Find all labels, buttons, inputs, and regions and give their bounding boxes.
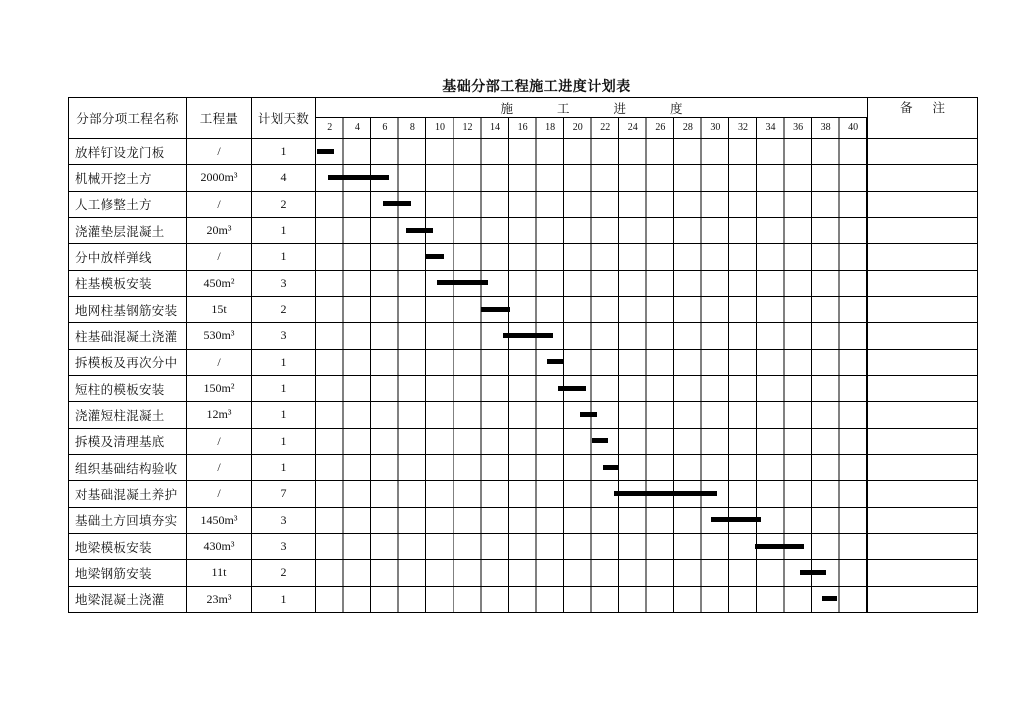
task-planned-days: 3 — [252, 271, 316, 296]
table-row — [69, 375, 977, 401]
task-timeline — [316, 534, 868, 559]
task-remark — [868, 218, 977, 243]
gantt-bar — [426, 254, 444, 259]
task-planned-days: 3 — [252, 534, 316, 559]
timeline-tick: 6 — [382, 122, 388, 133]
task-timeline — [316, 350, 868, 375]
task-quantity: / — [187, 429, 252, 454]
task-name: 地梁钢筋安装 — [69, 560, 187, 585]
task-quantity: 23m³ — [187, 587, 252, 612]
task-name: 基础土方回填夯实 — [69, 508, 187, 533]
task-timeline — [316, 139, 868, 164]
table-row — [69, 322, 977, 348]
task-quantity: 2000m³ — [187, 165, 252, 190]
table-row — [69, 164, 977, 190]
task-remark — [868, 455, 977, 480]
task-quantity: 150m² — [187, 376, 252, 401]
timeline-tick: 12 — [462, 122, 473, 133]
task-name: 对基础混凝土养护 — [69, 481, 187, 506]
gantt-bar — [822, 596, 837, 601]
task-timeline — [316, 376, 868, 401]
task-quantity: / — [187, 455, 252, 480]
timeline-tick: 38 — [820, 122, 831, 133]
header-task-name: 分部分项工程名称 — [69, 98, 187, 138]
gantt-bar — [580, 412, 597, 417]
task-timeline — [316, 271, 868, 296]
table-row — [69, 401, 977, 427]
timeline-tick: 36 — [793, 122, 804, 133]
task-remark — [868, 429, 977, 454]
timeline-tick: 26 — [655, 122, 666, 133]
task-name: 分中放样弹线 — [69, 244, 187, 269]
table-row — [69, 349, 977, 375]
timeline-tick: 22 — [600, 122, 611, 133]
task-timeline — [316, 244, 868, 269]
task-planned-days: 4 — [252, 165, 316, 190]
gantt-bar — [558, 386, 586, 391]
task-quantity: 11t — [187, 560, 252, 585]
task-planned-days: 3 — [252, 508, 316, 533]
task-planned-days: 1 — [252, 429, 316, 454]
table-row — [69, 507, 977, 533]
task-quantity: 1450m³ — [187, 508, 252, 533]
timeline-tick: 24 — [627, 122, 638, 133]
timeline-tick: 18 — [545, 122, 556, 133]
gantt-bar — [800, 570, 826, 575]
timeline-tick: 2 — [327, 122, 333, 133]
task-remark — [868, 271, 977, 296]
gantt-bar — [437, 280, 488, 285]
table-row — [69, 428, 977, 454]
gantt-bar — [547, 359, 564, 364]
task-quantity: / — [187, 139, 252, 164]
task-timeline — [316, 192, 868, 217]
table-row — [69, 138, 977, 164]
gantt-bar — [383, 201, 411, 206]
timeline-tick: 8 — [409, 122, 415, 133]
gantt-bar — [614, 491, 717, 496]
task-name: 浇灌垫层混凝土 — [69, 218, 187, 243]
task-name: 地梁混凝土浇灌 — [69, 587, 187, 612]
task-quantity: / — [187, 192, 252, 217]
task-remark — [868, 508, 977, 533]
task-planned-days: 3 — [252, 323, 316, 348]
task-quantity: 450m² — [187, 271, 252, 296]
header-remarks: 备注 — [899, 101, 965, 115]
timeline-tick: 30 — [710, 122, 721, 133]
timeline-tick: 14 — [490, 122, 501, 133]
task-timeline — [316, 402, 868, 427]
timeline-tick: 20 — [572, 122, 583, 133]
task-remark — [868, 323, 977, 348]
gantt-bar — [503, 333, 553, 338]
task-remark — [868, 534, 977, 559]
task-remark — [868, 560, 977, 585]
task-remark — [868, 139, 977, 164]
gantt-bar — [603, 465, 620, 470]
task-remark — [868, 587, 977, 612]
task-remark — [868, 350, 977, 375]
task-timeline — [316, 429, 868, 454]
gantt-bar — [328, 175, 389, 180]
task-name: 柱基模板安装 — [69, 271, 187, 296]
gantt-bar — [481, 307, 510, 312]
task-name: 地网柱基钢筋安装 — [69, 297, 187, 322]
task-name: 浇灌短柱混凝土 — [69, 402, 187, 427]
task-planned-days: 2 — [252, 192, 316, 217]
table-row — [69, 243, 977, 269]
task-planned-days: 1 — [252, 455, 316, 480]
page-title: 基础分部工程施工进度计划表 — [442, 80, 631, 95]
task-planned-days: 1 — [252, 139, 316, 164]
table-header — [69, 98, 977, 138]
table-body — [69, 138, 977, 612]
task-planned-days: 1 — [252, 376, 316, 401]
table-row — [69, 454, 977, 480]
timeline-tick: 4 — [354, 122, 360, 133]
timeline-tick: 40 — [848, 122, 859, 133]
task-remark — [868, 192, 977, 217]
table-row — [69, 533, 977, 559]
table-row — [69, 270, 977, 296]
task-remark — [868, 244, 977, 269]
task-remark — [868, 297, 977, 322]
task-planned-days: 1 — [252, 218, 316, 243]
task-name: 短柱的模板安装 — [69, 376, 187, 401]
table-row — [69, 217, 977, 243]
table-row — [69, 191, 977, 217]
task-quantity: / — [187, 350, 252, 375]
task-remark — [868, 165, 977, 190]
timeline-tick: 32 — [737, 122, 748, 133]
task-timeline — [316, 587, 868, 612]
task-timeline — [316, 297, 868, 322]
task-name: 柱基础混凝土浇灌 — [69, 323, 187, 348]
task-quantity: 15t — [187, 297, 252, 322]
table-row — [69, 586, 977, 612]
task-timeline — [316, 218, 868, 243]
task-name: 放样钉设龙门板 — [69, 139, 187, 164]
timeline-tick: 16 — [517, 122, 528, 133]
timeline-tick: 34 — [765, 122, 776, 133]
header-planned-days: 计划天数 — [252, 98, 316, 138]
schedule-table — [68, 97, 978, 613]
task-name: 机械开挖土方 — [69, 165, 187, 190]
task-remark — [868, 402, 977, 427]
task-planned-days: 1 — [252, 402, 316, 427]
task-planned-days: 1 — [252, 350, 316, 375]
header-schedule — [316, 98, 868, 138]
task-quantity: 12m³ — [187, 402, 252, 427]
task-quantity: / — [187, 481, 252, 506]
task-quantity: / — [187, 244, 252, 269]
gantt-bar — [406, 228, 434, 233]
table-row — [69, 559, 977, 585]
task-timeline — [316, 323, 868, 348]
task-remark — [868, 481, 977, 506]
timeline-tick: 28 — [682, 122, 693, 133]
task-planned-days: 1 — [252, 244, 316, 269]
header-schedule-label: 施工进度 — [316, 98, 867, 118]
task-name: 地梁模板安装 — [69, 534, 187, 559]
task-remark — [868, 376, 977, 401]
timeline-ticks — [316, 118, 867, 138]
task-planned-days: 1 — [252, 587, 316, 612]
task-planned-days: 2 — [252, 560, 316, 585]
task-name: 拆模及清理基底 — [69, 429, 187, 454]
table-row — [69, 480, 977, 506]
timeline-tick: 10 — [434, 122, 445, 133]
task-timeline — [316, 455, 868, 480]
task-name: 组织基础结构验收 — [69, 455, 187, 480]
task-quantity: 430m³ — [187, 534, 252, 559]
gantt-bar — [755, 544, 803, 549]
task-quantity: 20m³ — [187, 218, 252, 243]
gantt-bar — [317, 149, 334, 154]
task-timeline — [316, 560, 868, 585]
task-name: 人工修整土方 — [69, 192, 187, 217]
table-row — [69, 296, 977, 322]
gantt-bar — [711, 517, 761, 522]
task-planned-days: 2 — [252, 297, 316, 322]
task-timeline — [316, 481, 868, 506]
task-quantity: 530m³ — [187, 323, 252, 348]
task-timeline — [316, 165, 868, 190]
task-timeline — [316, 508, 868, 533]
task-name: 拆模板及再次分中 — [69, 350, 187, 375]
header-quantity: 工程量 — [187, 98, 252, 138]
gantt-bar — [592, 438, 609, 443]
task-planned-days: 7 — [252, 481, 316, 506]
